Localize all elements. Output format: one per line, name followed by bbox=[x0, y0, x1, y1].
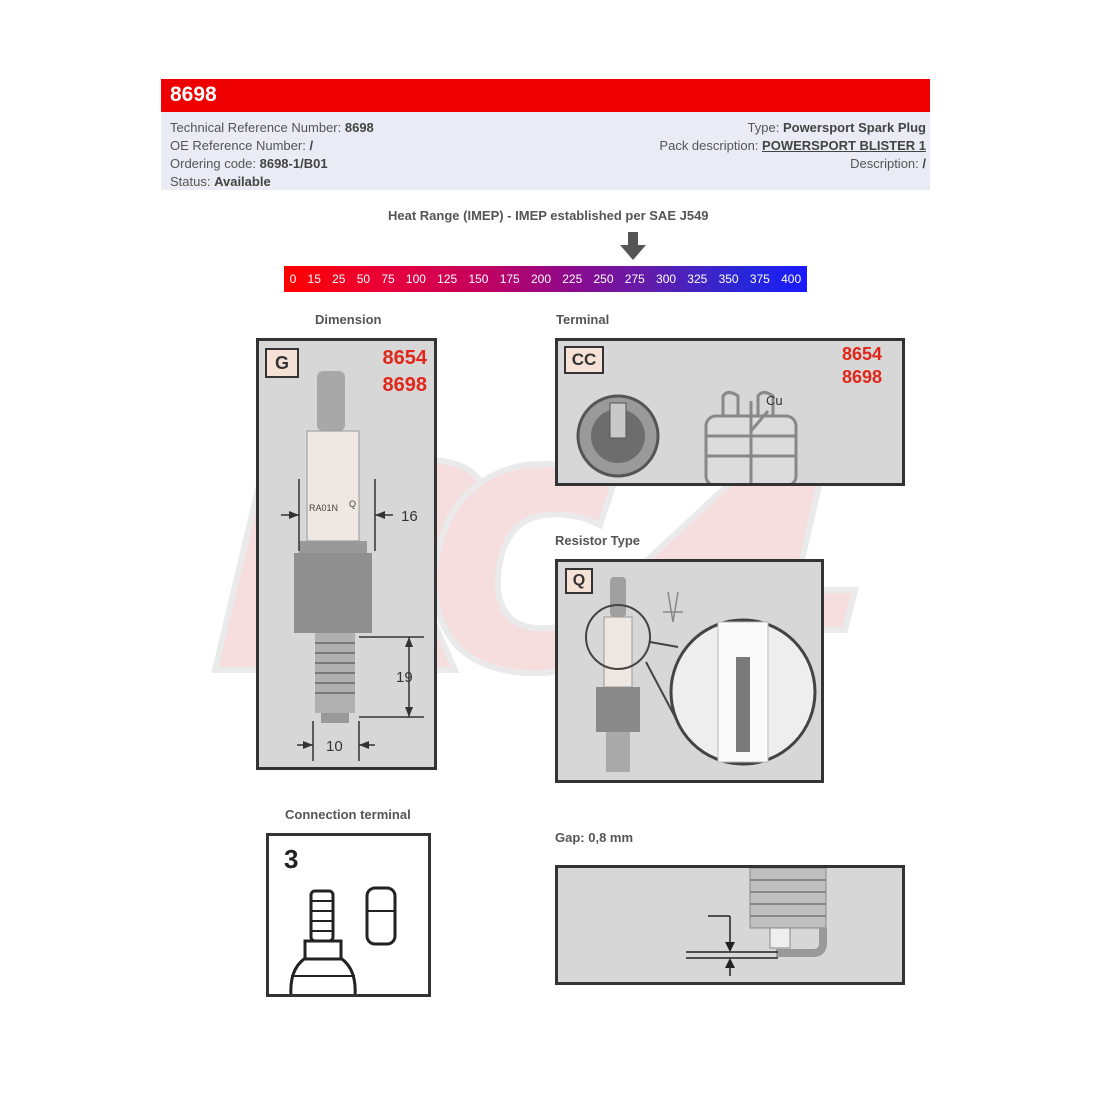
ordering-code-label: Ordering code: bbox=[170, 156, 260, 171]
dimension-panel bbox=[256, 338, 437, 770]
terminal-tip-drawing bbox=[558, 341, 905, 486]
pack-description-link[interactable]: POWERSPORT BLISTER 1 bbox=[762, 138, 926, 153]
heat-scale-tick: 0 bbox=[289, 272, 297, 286]
type-row bbox=[659, 119, 926, 137]
heat-scale-tick: 325 bbox=[687, 272, 708, 286]
gap-title: Gap: 0,8 mm bbox=[555, 830, 634, 845]
ordering-code-row bbox=[170, 155, 374, 173]
heat-scale-tick: 25 bbox=[332, 272, 346, 286]
terminal-code-badge: CC bbox=[564, 346, 604, 374]
heat-scale-tick: 375 bbox=[749, 272, 770, 286]
heat-scale-tick: 150 bbox=[468, 272, 489, 286]
pack-description-label: Pack description: bbox=[659, 138, 763, 153]
info-right-column bbox=[659, 119, 926, 173]
oe-ref-row bbox=[170, 137, 374, 155]
oe-ref-value: / bbox=[309, 138, 314, 153]
connection-code-label: 3 bbox=[284, 844, 299, 874]
arrow-down-icon bbox=[620, 232, 646, 260]
plug-marking-text-2: Q bbox=[349, 499, 357, 509]
dimension-code-badge: G bbox=[265, 348, 299, 378]
ordering-code-value: 8698-1/B01 bbox=[259, 156, 328, 171]
dimension-ref-1: 8654 bbox=[382, 347, 427, 369]
heat-scale-ticks bbox=[284, 266, 807, 292]
heat-scale-tick: 15 bbox=[307, 272, 321, 286]
description-label: Description: bbox=[850, 156, 923, 171]
oe-ref-label: OE Reference Number: bbox=[170, 138, 310, 153]
copper-label: Cu bbox=[766, 393, 783, 408]
electrode-gap-drawing bbox=[558, 868, 905, 985]
terminal-ref-1: 8654 bbox=[841, 344, 882, 364]
resistor-code-badge: Q bbox=[565, 568, 593, 594]
status-row bbox=[170, 173, 374, 191]
heat-scale-tick: 225 bbox=[562, 272, 583, 286]
heat-scale-tick: 350 bbox=[718, 272, 739, 286]
resistor-panel bbox=[555, 559, 824, 783]
part-number-title: 8698 bbox=[170, 83, 217, 106]
heat-scale-tick: 75 bbox=[381, 272, 395, 286]
dim-thread-label: 19 bbox=[396, 669, 413, 686]
heat-scale-tick: 250 bbox=[593, 272, 614, 286]
dimension-title: Dimension bbox=[315, 312, 382, 327]
tech-ref-row bbox=[170, 119, 374, 137]
resistor-cutaway-drawing bbox=[558, 562, 824, 783]
plug-marking-text: RA01N bbox=[309, 503, 339, 513]
heat-scale-tick: 125 bbox=[437, 272, 458, 286]
heat-scale-tick: 50 bbox=[356, 272, 371, 286]
info-panel bbox=[161, 112, 930, 190]
status-value: Available bbox=[214, 174, 271, 189]
heat-scale-tick: 200 bbox=[530, 272, 551, 286]
pack-description-row bbox=[659, 137, 926, 155]
type-label: Type: bbox=[747, 120, 783, 135]
type-value: Powersport Spark Plug bbox=[782, 120, 926, 135]
heat-scale-tick: 275 bbox=[624, 272, 645, 286]
heat-scale-tick: 300 bbox=[656, 272, 677, 286]
heat-scale-tick: 175 bbox=[499, 272, 520, 286]
heat-range-scale bbox=[284, 266, 807, 292]
description-row bbox=[659, 155, 926, 173]
dimension-ref-2: 8698 bbox=[382, 374, 427, 396]
description-value: / bbox=[922, 156, 926, 171]
tech-ref-label: Technical Reference Number: bbox=[170, 120, 345, 135]
info-left-column bbox=[170, 119, 374, 191]
resistor-title: Resistor Type bbox=[555, 533, 641, 548]
dim-diameter-label: 10 bbox=[326, 738, 343, 755]
terminal-title: Terminal bbox=[556, 312, 610, 327]
heat-scale-tick: 400 bbox=[781, 272, 802, 286]
connection-panel bbox=[266, 833, 431, 997]
connection-title: Connection terminal bbox=[285, 807, 411, 822]
terminal-panel bbox=[555, 338, 905, 486]
tech-ref-value: 8698 bbox=[344, 120, 374, 135]
terminal-ref-2: 8698 bbox=[841, 367, 882, 387]
gap-panel bbox=[555, 865, 905, 985]
dim-hex-label: 16 bbox=[401, 508, 418, 525]
spark-plug-side-drawing bbox=[259, 341, 437, 770]
connection-terminal-drawing bbox=[269, 836, 431, 997]
heat-range-title: Heat Range (IMEP) - IMEP established per SAE J549 bbox=[388, 208, 709, 223]
status-label: Status: bbox=[170, 174, 215, 189]
heat-scale-tick: 100 bbox=[405, 272, 426, 286]
part-title-bar bbox=[161, 79, 930, 112]
